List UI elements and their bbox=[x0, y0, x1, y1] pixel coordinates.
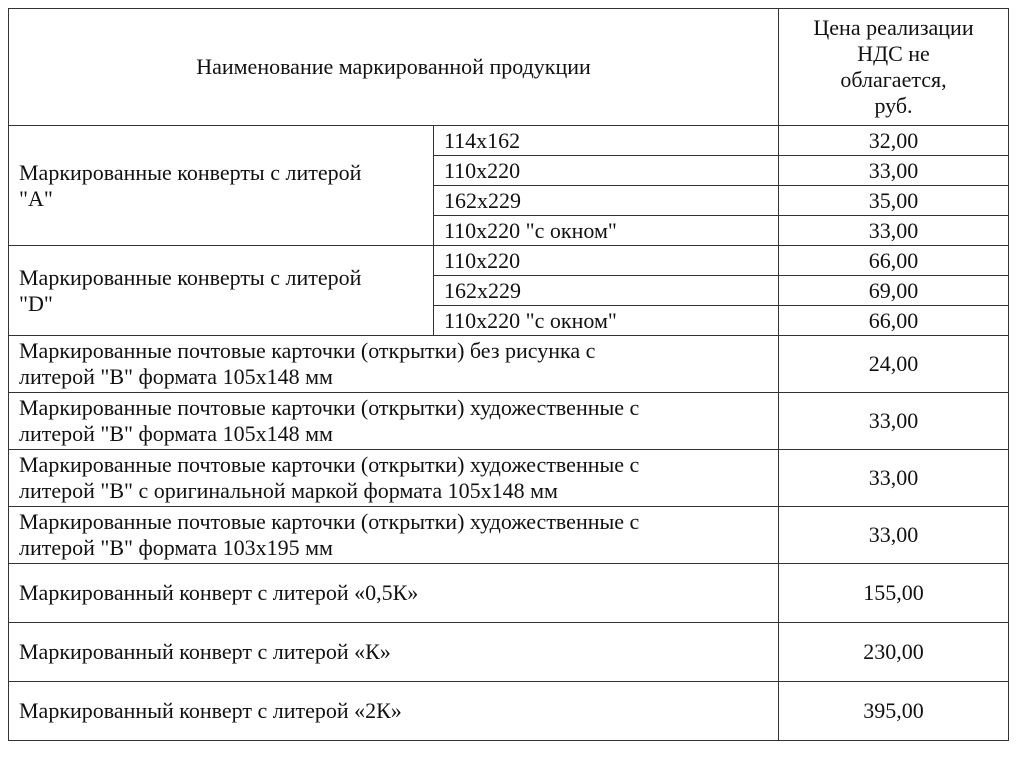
size-cell: 110x220 "с окном" bbox=[434, 216, 779, 246]
envelope-label: Маркированный конверт с литерой «0,5К» bbox=[9, 564, 779, 623]
card-label-line: литерой "В" формата 105х148 мм bbox=[19, 421, 333, 446]
price-header-line: облагается, bbox=[840, 67, 947, 92]
table-row bbox=[9, 623, 1009, 682]
size-cell: 162x229 bbox=[434, 276, 779, 306]
card-label-line: Маркированные почтовые карточки (открытки) художественные с bbox=[19, 452, 640, 477]
card-label bbox=[9, 450, 779, 507]
table-row bbox=[9, 393, 1009, 450]
price-header bbox=[779, 9, 1009, 126]
price-cell: 24,00 bbox=[779, 336, 1009, 393]
price-cell: 33,00 bbox=[779, 507, 1009, 564]
size-cell: 110x220 bbox=[434, 156, 779, 186]
table-row bbox=[9, 507, 1009, 564]
card-label-line: Маркированные почтовые карточки (открытки) художественные с bbox=[19, 509, 640, 534]
envelope-label: Маркированный конверт с литерой «2К» bbox=[9, 682, 779, 741]
group-label-line: Маркированные конверты с литерой bbox=[19, 264, 362, 290]
size-cell: 110x220 "с окном" bbox=[434, 306, 779, 336]
group-label-line: "А" bbox=[19, 185, 53, 211]
price-cell: 33,00 bbox=[779, 450, 1009, 507]
size-cell: 110x220 bbox=[434, 246, 779, 276]
card-label-line: литерой "В" формата 103х195 мм bbox=[19, 535, 333, 560]
size-cell: 162x229 bbox=[434, 186, 779, 216]
envelope-label: Маркированный конверт с литерой «К» bbox=[9, 623, 779, 682]
price-cell: 33,00 bbox=[779, 156, 1009, 186]
group-label-line: Маркированные конверты с литерой bbox=[19, 159, 362, 185]
size-cell: 114x162 bbox=[434, 126, 779, 156]
card-label bbox=[9, 393, 779, 450]
price-cell: 33,00 bbox=[779, 393, 1009, 450]
table-row bbox=[9, 126, 1009, 156]
card-label bbox=[9, 336, 779, 393]
price-cell: 66,00 bbox=[779, 306, 1009, 336]
group-d-label bbox=[9, 246, 434, 336]
product-name-header: Наименование маркированной продукции bbox=[9, 9, 779, 126]
price-cell: 230,00 bbox=[779, 623, 1009, 682]
price-header-line: Цена реализации bbox=[813, 15, 974, 40]
price-table bbox=[8, 8, 1009, 741]
price-cell: 66,00 bbox=[779, 246, 1009, 276]
table-row bbox=[9, 682, 1009, 741]
price-cell: 32,00 bbox=[779, 126, 1009, 156]
card-label-line: Маркированные почтовые карточки (открытки) без рисунка с bbox=[19, 338, 596, 363]
table-row bbox=[9, 564, 1009, 623]
price-header-line: НДС не bbox=[857, 41, 930, 66]
card-label bbox=[9, 507, 779, 564]
price-header-line: руб. bbox=[874, 93, 913, 118]
price-cell: 33,00 bbox=[779, 216, 1009, 246]
card-label-line: Маркированные почтовые карточки (открытки) художественные с bbox=[19, 395, 640, 420]
group-a-label bbox=[9, 126, 434, 246]
price-cell: 35,00 bbox=[779, 186, 1009, 216]
card-label-line: литерой "В" формата 105х148 мм bbox=[19, 364, 333, 389]
card-label-line: литерой "В" с оригинальной маркой формата 105х148 мм bbox=[19, 478, 558, 503]
price-cell: 395,00 bbox=[779, 682, 1009, 741]
table-header-row bbox=[9, 9, 1009, 126]
group-label-line: "D" bbox=[19, 290, 53, 316]
table-row bbox=[9, 450, 1009, 507]
table-row bbox=[9, 246, 1009, 276]
price-cell: 69,00 bbox=[779, 276, 1009, 306]
table-row bbox=[9, 336, 1009, 393]
price-cell: 155,00 bbox=[779, 564, 1009, 623]
